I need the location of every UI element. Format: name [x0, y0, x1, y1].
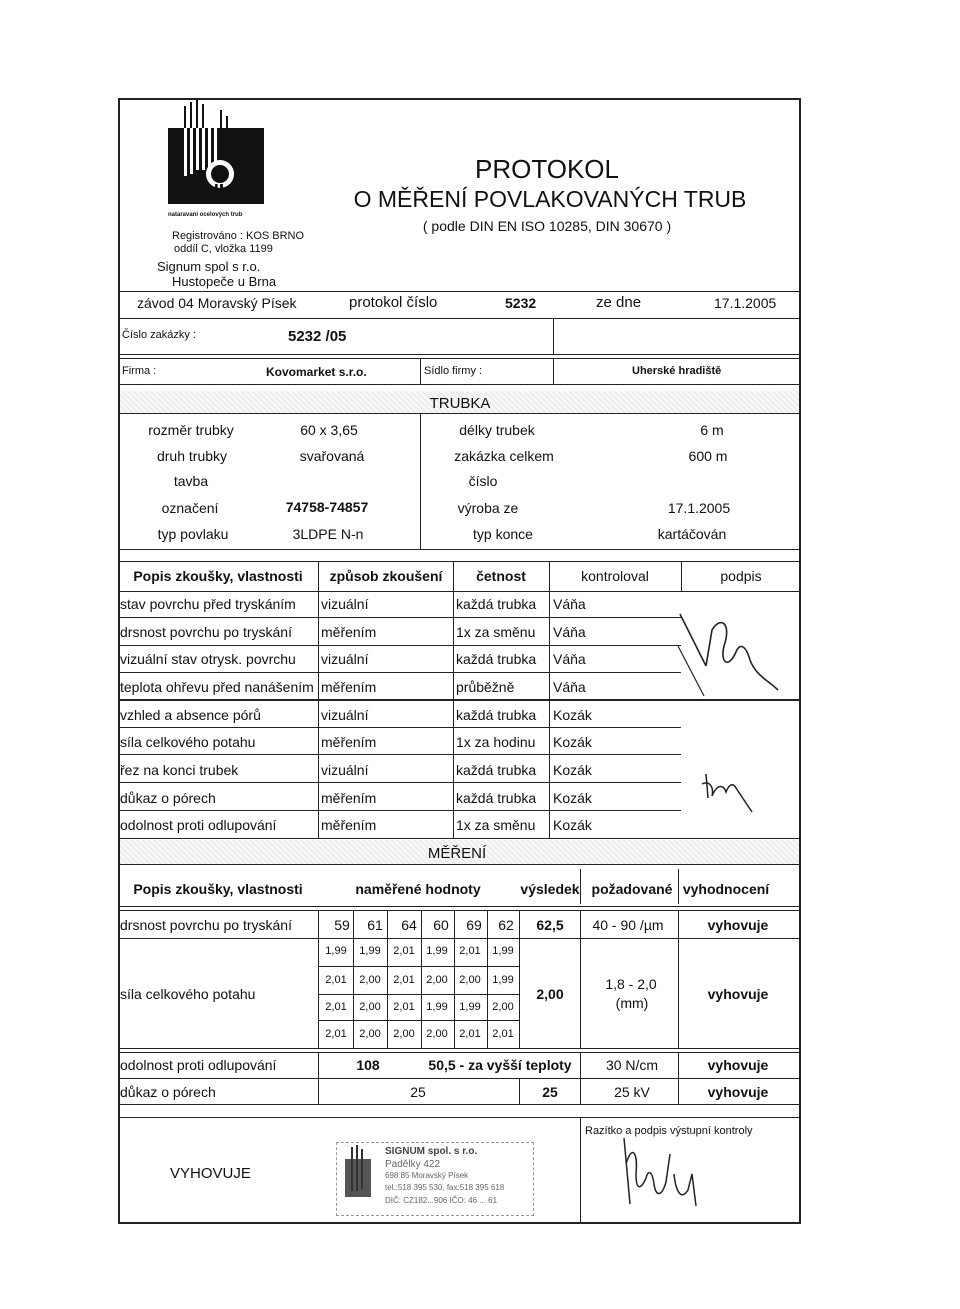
- inspector-signature-vana: [676, 606, 786, 702]
- pipe-label: zakázka celkem: [454, 448, 554, 464]
- inspector-signature-kozak: [700, 768, 760, 824]
- measured-value: 1,99: [325, 945, 347, 957]
- measure-name: drsnost povrchu po tryskání: [120, 917, 292, 933]
- measured-value: 2,00: [426, 974, 448, 986]
- test-method: měřením: [321, 734, 377, 750]
- divider: [318, 1020, 519, 1021]
- pipe-label: délky trubek: [459, 422, 535, 438]
- test-name: síla celkového potahu: [120, 734, 256, 750]
- measure-result: 2,00: [536, 986, 564, 1002]
- divider: [519, 1078, 520, 1104]
- test-method: vizuální: [321, 651, 369, 667]
- measured-value: 2,00: [393, 1028, 415, 1040]
- pipe-value: 6 m: [700, 422, 724, 438]
- measure-header: Popis zkoušky, vlastnosti: [133, 881, 303, 897]
- measure-result: 25: [542, 1084, 558, 1100]
- registration: Registrováno : KOS BRNO: [172, 230, 305, 242]
- measured-value: 61: [367, 917, 383, 933]
- test-inspector: Váňa: [553, 596, 586, 612]
- measure-header: vyhodnocení: [682, 881, 770, 897]
- measure-name: odolnost proti odlupování: [120, 1057, 277, 1073]
- divider: [118, 645, 681, 646]
- measure-eval: vyhovuje: [707, 917, 769, 933]
- divider: [118, 561, 801, 562]
- divider: [580, 910, 581, 1048]
- test-method: měřením: [321, 624, 377, 640]
- measured-value: 1,99: [492, 945, 514, 957]
- pipe-heading: TRUBKA: [429, 395, 491, 412]
- date-label: ze dne: [596, 294, 642, 311]
- stamp-caption: Razítko a podpis výstupní kontroly: [585, 1125, 753, 1137]
- divider: [580, 1052, 581, 1104]
- divider: [318, 966, 519, 967]
- divider: [318, 994, 519, 995]
- test-name: důkaz o pórech: [120, 790, 216, 806]
- divider: [118, 1117, 801, 1118]
- test-inspector: Kozák: [553, 817, 592, 833]
- measure-header: výsledek: [520, 881, 580, 897]
- measured-value: 2,00: [492, 1001, 514, 1013]
- divider: [118, 413, 801, 414]
- measured-value: 108: [356, 1057, 380, 1073]
- verdict: VYHOVUJE: [170, 1165, 251, 1182]
- tests-header: kontroloval: [581, 568, 649, 584]
- measured-value: 1,99: [426, 945, 448, 957]
- divider: [118, 354, 801, 355]
- test-frequency: každá trubka: [456, 707, 537, 723]
- measured-value: 2,01: [325, 1028, 347, 1040]
- divider: [681, 561, 682, 591]
- measured-value: 2,01: [492, 1028, 514, 1040]
- measured-value: 1,99: [426, 1001, 448, 1013]
- divider: [318, 1052, 319, 1104]
- test-method: vizuální: [321, 596, 369, 612]
- divider: [118, 938, 801, 939]
- stamp-line: Padělky 422: [385, 1159, 441, 1170]
- test-method: vizuální: [321, 707, 369, 723]
- title-protocol: PROTOKOL: [474, 154, 620, 184]
- measured-value: 2,01: [325, 1001, 347, 1013]
- protocol-number: 5232: [505, 295, 537, 311]
- measured-value: 2,01: [393, 1001, 415, 1013]
- measure-eval: vyhovuje: [707, 1057, 769, 1073]
- protocol-label: protokol číslo: [349, 294, 438, 311]
- test-method: měřením: [321, 790, 377, 806]
- measure-eval: vyhovuje: [707, 986, 769, 1002]
- divider: [678, 910, 679, 1048]
- measured-value: 60: [433, 917, 449, 933]
- test-inspector: Váňa: [553, 624, 586, 640]
- tests-header: četnost: [476, 568, 526, 584]
- test-frequency: 1x za směnu: [456, 817, 536, 833]
- divider: [118, 384, 801, 385]
- test-method: vizuální: [321, 762, 369, 778]
- order-label: Číslo zakázky :: [122, 329, 196, 341]
- firm-seat: Uherské hradiště: [632, 365, 722, 377]
- company-stamp: [336, 1142, 534, 1216]
- measured-value: 2,01: [325, 974, 347, 986]
- divider: [118, 591, 801, 592]
- divider: [553, 358, 554, 384]
- test-inspector: Kozák: [553, 734, 592, 750]
- divider: [118, 754, 681, 755]
- measured-value: 2,01: [393, 974, 415, 986]
- measured-value: 2,00: [359, 1001, 381, 1013]
- firm-name: Kovomarket s.r.o.: [266, 365, 367, 379]
- divider: [318, 910, 319, 1048]
- divider: [118, 617, 681, 618]
- divider: [421, 910, 422, 1048]
- divider: [118, 358, 801, 359]
- stamp-line: DIČ: CZ182...906 IČO: 46 ... 61: [385, 1196, 498, 1205]
- test-inspector: Váňa: [553, 679, 586, 695]
- title-standard: ( podle DIN EN ISO 10285, DIN 30670 ): [422, 218, 672, 234]
- pipe-label: označení: [161, 500, 219, 516]
- test-method: měřením: [321, 679, 377, 695]
- measure-required: 40 - 90 /µm: [592, 917, 664, 933]
- pipe-label: rozměr trubky: [148, 422, 234, 438]
- divider: [118, 549, 801, 550]
- measured-value: 2,00: [426, 1028, 448, 1040]
- pipe-value: 600 m: [688, 448, 728, 464]
- measure-required: 30 N/cm: [605, 1057, 659, 1073]
- stamp-line: 698 85 Moravský Písek: [385, 1171, 469, 1180]
- divider: [118, 810, 681, 811]
- test-name: vizuální stav otrysk. povrchu: [120, 651, 296, 667]
- divider: [118, 727, 681, 728]
- pipe-label: číslo: [468, 473, 498, 489]
- divider: [519, 910, 520, 1048]
- test-frequency: každá trubka: [456, 596, 537, 612]
- measure-name: důkaz o pórech: [120, 1084, 216, 1100]
- measure-required-unit: (mm): [615, 995, 649, 1011]
- test-frequency: každá trubka: [456, 762, 537, 778]
- divider: [420, 358, 421, 384]
- test-name: stav povrchu před tryskáním: [120, 596, 296, 612]
- pipe-value: 60 x 3,65: [300, 422, 358, 438]
- pipe-label: výroba ze: [457, 500, 519, 516]
- measure-name: síla celkového potahu: [120, 986, 256, 1002]
- measured-value: 2,00: [359, 974, 381, 986]
- pipe-label: typ povlaku: [157, 526, 229, 542]
- stamp-logo-icon: [339, 1145, 379, 1211]
- measured-value: 64: [401, 917, 417, 933]
- tests-header: podpis: [720, 568, 762, 584]
- signum-logo-icon: [160, 100, 272, 218]
- divider: [420, 413, 421, 549]
- divider: [118, 291, 801, 292]
- measured-value: 1,99: [492, 974, 514, 986]
- divider: [118, 906, 801, 907]
- measured-value: 25: [410, 1084, 426, 1100]
- stamp-line: SIGNUM spol. s r.o.: [385, 1146, 478, 1157]
- test-method: měřením: [321, 817, 377, 833]
- test-frequency: 1x za hodinu: [456, 734, 536, 750]
- pipe-label: tavba: [173, 473, 209, 489]
- measured-value: 59: [334, 917, 350, 933]
- registration-section: oddíl C, vložka 1199: [174, 243, 273, 255]
- divider: [353, 910, 354, 1048]
- test-inspector: Váňa: [553, 651, 586, 667]
- test-name: odolnost proti odlupování: [120, 817, 277, 833]
- measured-value: 69: [466, 917, 482, 933]
- test-inspector: Kozák: [553, 790, 592, 806]
- plant: závod 04 Moravský Písek: [137, 295, 297, 311]
- test-frequency: každá trubka: [456, 790, 537, 806]
- test-inspector: Kozák: [553, 707, 592, 723]
- divider: [387, 910, 388, 1048]
- divider: [678, 869, 679, 904]
- divider: [118, 1104, 801, 1105]
- divider: [118, 1052, 801, 1053]
- order-number: 5232 /05: [288, 328, 347, 345]
- divider: [118, 838, 801, 839]
- measure-heading: MĚŘENÍ: [427, 845, 487, 862]
- protocol-date: 17.1.2005: [714, 295, 777, 311]
- tests-header: Popis zkoušky, vlastnosti: [133, 568, 303, 584]
- divider: [580, 869, 581, 904]
- inspector-signature-final: [612, 1134, 712, 1220]
- measure-note: 50,5 - za vyšší teploty: [428, 1057, 572, 1073]
- test-inspector: Kozák: [553, 762, 592, 778]
- pipe-value: 74758-74857: [285, 499, 369, 515]
- divider: [118, 864, 801, 865]
- measure-eval: vyhovuje: [707, 1084, 769, 1100]
- test-frequency: 1x za směnu: [456, 624, 536, 640]
- measured-value: 2,00: [359, 1028, 381, 1040]
- divider: [678, 1052, 679, 1104]
- company-name: Signum spol s r.o.: [157, 259, 261, 274]
- test-name: teplota ohřevu před nanášením: [120, 679, 314, 695]
- measure-header: požadované: [591, 881, 673, 897]
- measure-required: 25 kV: [614, 1084, 650, 1100]
- test-name: vzhled a absence pórů: [120, 707, 261, 723]
- divider: [118, 672, 681, 673]
- measured-value: 62: [498, 917, 514, 933]
- measured-value: 1,99: [359, 945, 381, 957]
- divider: [118, 910, 801, 911]
- test-name: drsnost povrchu po tryskání: [120, 624, 292, 640]
- measured-value: 2,01: [459, 945, 481, 957]
- test-frequency: každá trubka: [456, 651, 537, 667]
- company-address: Hustopeče u Brna: [172, 274, 277, 289]
- firm-label: Firma :: [122, 365, 157, 377]
- measured-value: 1,99: [459, 1001, 481, 1013]
- measure-required: 1,8 - 2,0: [605, 976, 657, 992]
- measured-value: 2,01: [393, 945, 415, 957]
- divider: [118, 782, 681, 783]
- pipe-value: svařovaná: [299, 448, 365, 464]
- pipe-label: typ konce: [473, 526, 533, 542]
- divider: [118, 1078, 801, 1079]
- divider: [487, 910, 488, 1048]
- measure-header: naměřené hodnoty: [355, 881, 481, 897]
- tests-header: způsob zkoušení: [329, 568, 443, 584]
- logo-brand: SIGNUM: [170, 181, 250, 203]
- test-name: řez na konci trubek: [120, 762, 239, 778]
- divider: [580, 1117, 581, 1224]
- pipe-label: druh trubky: [156, 448, 228, 464]
- measured-value: 2,01: [459, 1028, 481, 1040]
- divider: [553, 318, 554, 354]
- stamp-line: tel.:518 395 530, fax:518 395 618: [385, 1183, 505, 1192]
- measure-result: 62,5: [536, 917, 564, 933]
- divider: [118, 1048, 801, 1049]
- firm-seat-label: Sídlo firmy :: [424, 365, 483, 377]
- pipe-value: 3LDPE N-n: [292, 526, 364, 542]
- pipe-value: kartáčován: [657, 526, 727, 542]
- divider: [118, 318, 801, 319]
- title-main: O MĚŘENÍ POVLAKOVANÝCH TRUB: [353, 186, 747, 212]
- logo-tagline: nataravani ocelových trub: [168, 212, 243, 218]
- divider: [454, 910, 455, 1048]
- test-frequency: průběžně: [456, 679, 515, 695]
- pipe-value: 17.1.2005: [667, 500, 731, 516]
- measured-value: 2,00: [459, 974, 481, 986]
